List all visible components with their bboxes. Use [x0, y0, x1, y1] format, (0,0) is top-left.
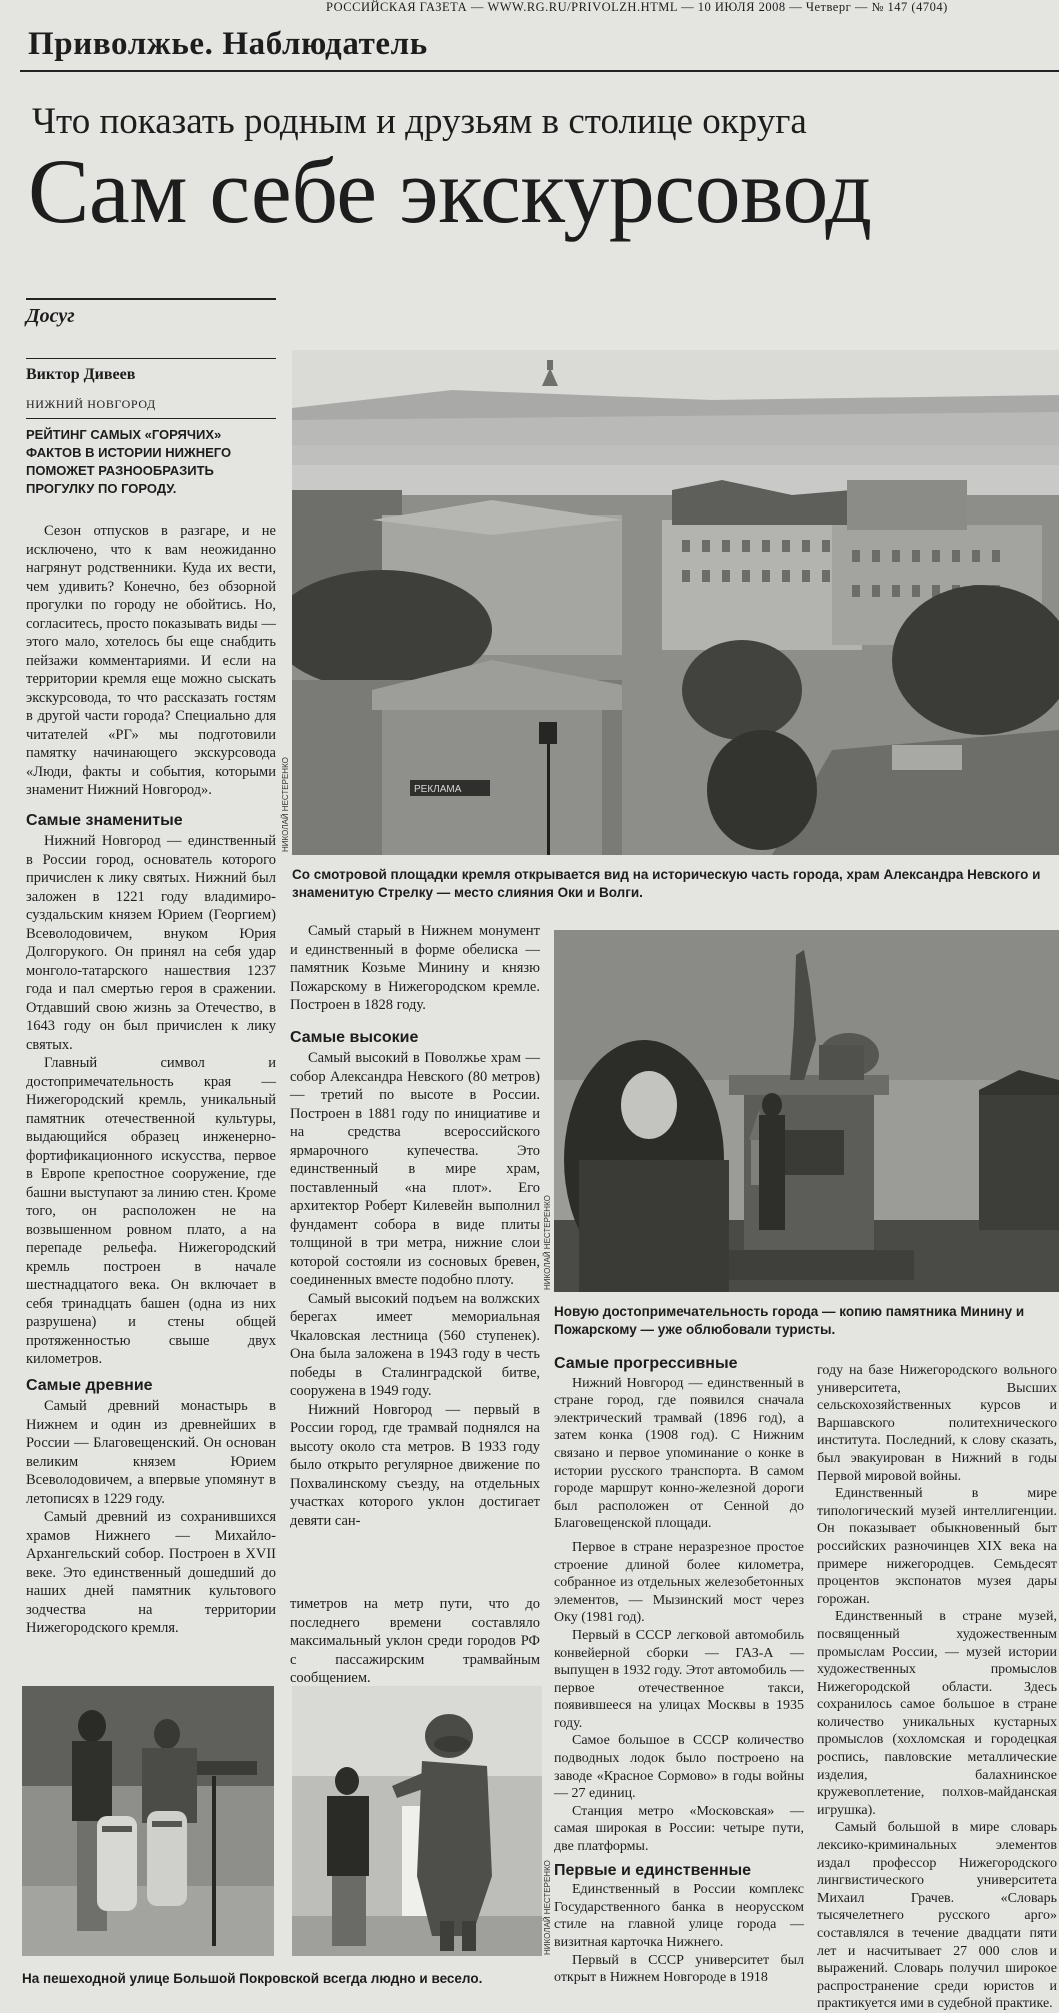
intelligentsia-museum-paragraph: Единственный в мире типологический музей интеллигенции. Он показывает обыкновенный быт российских разночинцев XIX века на примере нижегородцев. Семьдесят процентов экспонатов музея дары горожан. [817, 1486, 1057, 1607]
tall-paragraph-1: Самый высокий в Поволжье храм — собор Александра Невского (80 метров) — третий по высоте в России. Построен в 1881 году по инициативе и на средства всероссийского ярмарочного купечества. Это единственный в мире храм, поставленный «на плот». Его архитектор Роберт Килевейн выполнил фундамент собора в виде плиты толщиной в три метра, нижние слои которой состояли из сосновых бревен, соединенных вместе подобно плоту. [290, 1050, 540, 1288]
subtitle: Что показать родным и друзьям в столице округа [32, 101, 807, 142]
column-1 [26, 522, 276, 1638]
section-rule [26, 298, 276, 300]
photo-credit-1: НИКОЛАЙ НЕСТЕРЕНКО [281, 757, 290, 852]
author-rule [26, 358, 276, 359]
street-sculpture-image [292, 1686, 542, 1956]
university-continuation: году на базе Нижегородского вольного университета, Высших сельскохозяйственных курсов и Варшавского политехнического института. Последний, к слову сказать, был эвакуирован в Нижний в годы Первой мировой войны. [817, 1363, 1057, 1484]
progress-paragraph-3: Первый в СССР легковой автомобиль конвейерной сборки — ГАЗ-А — выпущен в 1932 году. Этот автомобиль — первое отечественное такси, появившееся на улицах Москвы в 1935 году. [554, 1627, 804, 1731]
first-paragraph-1: Единственный в России комплекс Государственного банка в неорусском стиле на главной улице города — визитная карточка Нижнего. [554, 1882, 804, 1950]
photo-street-sculpture [292, 1686, 542, 1956]
photo-credit-3: НИКОЛАЙ НЕСТЕРЕНКО [543, 1860, 552, 1955]
minin-monument-image [554, 930, 1059, 1292]
famous-paragraph-2: Главный символ и достопримечательность края — Нижегородский кремль, уникальный памятник отечественной культуры, выдающийся образец инженерно-фортификационного искусства, первое в Европе крепостное сооружение, где башни выступают за линию стен. Кроме того, он расположен не на возвышенном ровном плато, а на перепаде рельефа. Нижегородский кремль построен в начале шестнадцатого века. Он включает в себя тринадцать башен (одна из них разрушена) и стены общей протяженностью свыше двух километров. [26, 1055, 276, 1367]
heading-ancient: Самые древние [26, 1376, 153, 1394]
progress-paragraph-1: Нижний Новгород — единственный в стране город, где появился сначала электрический трамвай (1896 год), а затем конка (1908 год). С Нижним связано и первое упоминание о конке в истории русского транспорта. В самом городе маршрут конно-железной дороги был расположен от Сенной до Благовещенской площади. [554, 1375, 804, 1532]
heading-progressive: Самые прогрессивные [554, 1355, 738, 1372]
photo-street-musicians [22, 1686, 274, 1956]
progress-paragraph-5: Станция метро «Московская» — самая широкая в России: четыре пути, две платформы. [554, 1803, 804, 1855]
intro-paragraph: Сезон отпусков в разгаре, и не исключено, что к вам неожиданно нагрянут родственники. Куда их вести, чем удивить? Конечно, без обзорной прогулки по городу не обойтись. Но, согласитесь, просто показывать виды — этого мало, хотелось бы еще снабдить пейзажи комментариями. И если на территории кремля еще можно сыскать экскурсовода, то что рассказать гостям в другой части города? Специально для читателей «РГ» мы подготовили памятку начинающего экскурсовода «Люди, факты и события, которыми знаменит Нижний Новгород». [26, 523, 276, 798]
rubric-title: Приволжье. Наблюдатель [28, 26, 428, 62]
caption-city-panorama: Со смотровой площадки кремля открывается вид на историческую часть города, храм Александра Невского и знаменитую Стрелку — место слияния Оки и Волги. [292, 867, 1041, 900]
tall-paragraph-3: Нижний Новгород — первый в России город, где трамвай поднялся на высоту около ста метров. В 1933 году было открыто регулярное движение по Похвалинскому съезду, на отдельных участках которого уклон достигает девяти сан- [290, 1401, 540, 1529]
photo-city-panorama [292, 350, 1059, 855]
author-city: НИЖНИЙ НОВГОРОД [26, 397, 156, 411]
ancient-paragraph-2: Самый древний из сохранившихся храмов Нижнего — Михайло-Архангельский собор. Построен в XVII веке. Это единственный дошедший до наших дней памятник культового зодчества на территории Нижегородского кремля. [26, 1509, 276, 1636]
lead-rule [26, 418, 276, 419]
heading-tall: Самые высокие [290, 1028, 419, 1046]
heading-first: Первые и единственные [554, 1861, 751, 1879]
author-name: Виктор Дивеев [26, 366, 136, 383]
caption-street: На пешеходной улице Большой Покровской всегда людно и весело. [22, 1971, 483, 1986]
column-2-tail [290, 1595, 540, 1688]
headline: Сам себе экскурсовод [28, 140, 872, 242]
tall-paragraph-2: Самый высокий подъем на волжских берегах имеет мемориальная Чкаловская лестница (560 ступенек). Она была заложена в 1943 году в честь победы в Сталинградской битве, сооружена в 1949 году. [290, 1290, 540, 1399]
crafts-museum-paragraph: Единственный в стране музей, посвященный художественным промыслам России, — музей истории художественных промыслов Нижегородской области. Здесь сохранилось самое большое в стране количество уникальных кустарных промыслов (хохломская и городецкая роспись, павловские металлические изделия, балахнинское кружевоплетение, полхов-майданская игрушка). [817, 1609, 1057, 1818]
heading-famous: Самые знаменитые [26, 811, 183, 829]
rubric-divider [20, 70, 1059, 72]
city-panorama-image [292, 350, 1059, 855]
progress-paragraph-4: Самое большое в СССР количество подводных лодок было построено на заводе «Красное Сормово» в годы войны — 27 единиц. [554, 1733, 804, 1802]
tram-slope-continuation: тиметров на метр пути, что до последнего времени составляло максимальный уклон среди городов РФ с пассажирским трамвайным сообщением. [290, 1596, 540, 1686]
lead-paragraph: РЕЙТИНГ САМЫХ «ГОРЯЧИХ» ФАКТОВ В ИСТОРИИ НИЖНЕГО ПОМОЖЕТ РАЗНООБРАЗИТЬ ПРОГУЛКУ ПО ГОРОДУ. [26, 427, 232, 496]
photo-credit-2: НИКОЛАЙ НЕСТЕРЕНКО [543, 1195, 552, 1290]
running-header: РОССИЙСКАЯ ГАЗЕТА — WWW.RG.RU/PRIVOLZH.HTML — 10 ИЮЛЯ 2008 — Четверг — № 147 (4704) [326, 0, 948, 14]
column-4 [817, 1362, 1057, 2013]
column-2 [290, 922, 540, 1530]
photo-minin-monument [554, 930, 1059, 1292]
street-musicians-image [22, 1686, 274, 1956]
famous-paragraph-1: Нижний Новгород — единственный в России город, основатель которого причислен к лику святых. Нижний был заложен в 1221 году владимиро-суздальским князем Юрием (Георгием) Всеволодовичем, внуком Юрия Долгорукого. Он принял на себя удар монголо-татарского нашествия 1237 года и пал смертью героя в сражении. Отдавший свою жизнь за Отечество, в 1643 году он был причислен к лику святых. [26, 833, 276, 1053]
ancient-paragraph-1: Самый древний монастырь в Нижнем и один из древнейших в России — Благовещенский. Он основан великим князем Юрием Всеволодовичем, а впервые упомянут в летописях в 1229 году. [26, 1398, 276, 1507]
section-tag: Досуг [26, 305, 75, 327]
caption-minin-monument: Новую достопримечательность города — копию памятника Минину и Пожарскому — уже облюбовали туристы. [554, 1304, 1025, 1337]
argot-dictionary-paragraph: Самый большой в мире словарь лексико-криминальных элементов издал профессор Нижегородского лингвистического университета Михаил Грачев. «Словарь тысячелетнего русского арго» составлялся в течение двадцати пяти лет и насчитывает 27 000 слов и выражений. Словарь получил широкое распространение среди юристов и практикуется ими в судебной практике. [817, 1820, 1057, 2012]
progress-paragraph-2: Первое в стране неразрезное простое строение длиной более километра, собранное из отдельных железобетонных элементов, — Мызинский мост через Оку (1981 год). [554, 1539, 804, 1626]
oldest-paragraph: Самый старый в Нижнем монумент и единственный в форме обелиска — памятник Козьме Минину и князю Пожарскому в Нижегородском кремле. Построен в 1828 году. [290, 923, 540, 1013]
column-3 [554, 1355, 804, 1987]
shop-sign: РЕКЛАМА [414, 784, 462, 795]
first-paragraph-2: Первый в СССР университет был открыт в Нижнем Новгороде в 1918 [554, 1952, 804, 1986]
